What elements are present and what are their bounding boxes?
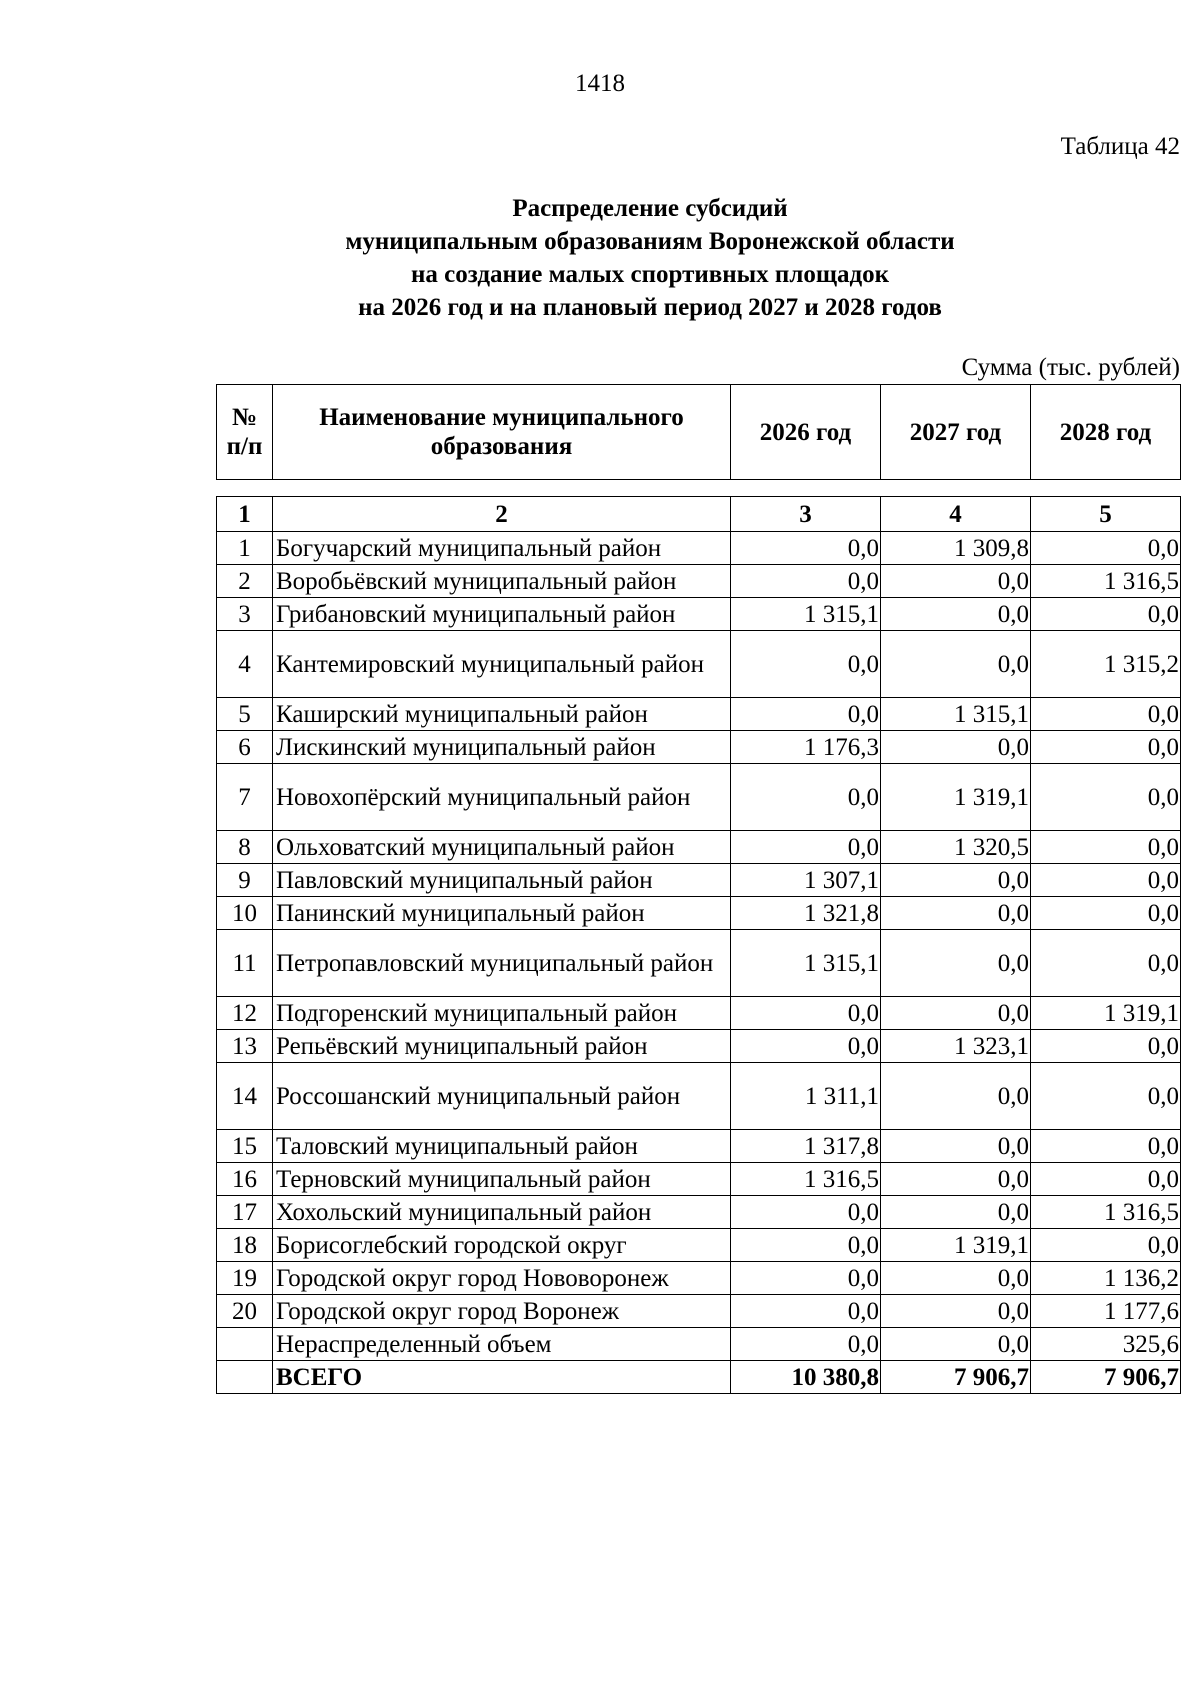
value-2028: 0,0 <box>1031 1030 1181 1063</box>
header-2026: 2026 год <box>731 385 881 480</box>
row-number: 13 <box>217 1030 273 1063</box>
row-name: Таловский муниципальный район <box>273 1130 731 1163</box>
row-name: Городской округ город Воронеж <box>273 1295 731 1328</box>
row-name: Новохопёрский муниципальный район <box>273 764 731 831</box>
value-2026: 1 315,1 <box>731 930 881 997</box>
row-name: Россошанский муниципальный район <box>273 1063 731 1130</box>
value-2028: 1 315,2 <box>1031 631 1181 698</box>
row-number: 19 <box>217 1262 273 1295</box>
value-2027: 0,0 <box>881 864 1031 897</box>
value-2028: 0,0 <box>1031 731 1181 764</box>
value-2027: 0,0 <box>881 1130 1031 1163</box>
value-2028: 0,0 <box>1031 930 1181 997</box>
table-row <box>217 1063 1181 1130</box>
value-2028: 0,0 <box>1031 831 1181 864</box>
value-2028: 0,0 <box>1031 598 1181 631</box>
table-row <box>217 831 1181 864</box>
value-2027: 1 323,1 <box>881 1030 1031 1063</box>
value-2027: 1 309,8 <box>881 532 1031 565</box>
row-number: 16 <box>217 1163 273 1196</box>
value-2027: 0,0 <box>881 1196 1031 1229</box>
value-2026: 1 311,1 <box>731 1063 881 1130</box>
value-2027: 0,0 <box>881 897 1031 930</box>
value-2027: 0,0 <box>881 997 1031 1030</box>
row-name: Репьёвский муниципальный район <box>273 1030 731 1063</box>
header-2028: 2028 год <box>1031 385 1181 480</box>
value-2027: 0,0 <box>881 1063 1031 1130</box>
row-name: Каширский муниципальный район <box>273 698 731 731</box>
value-2028: 0,0 <box>1031 764 1181 831</box>
total-2026: 10 380,8 <box>731 1361 881 1394</box>
value-2027: 0,0 <box>881 1262 1031 1295</box>
column-number: 4 <box>881 497 1031 532</box>
data-table <box>216 496 1181 1394</box>
row-number: 9 <box>217 864 273 897</box>
value-2028: 0,0 <box>1031 1130 1181 1163</box>
value-2027: 1 319,1 <box>881 764 1031 831</box>
value-2027: 1 320,5 <box>881 831 1031 864</box>
row-number: 8 <box>217 831 273 864</box>
header-name-line: образования <box>430 433 573 460</box>
header-number-line: № <box>231 404 258 431</box>
value-2028: 325,6 <box>1031 1328 1181 1361</box>
header-number <box>217 385 273 480</box>
row-number: 6 <box>217 731 273 764</box>
table-row <box>217 1163 1181 1196</box>
value-2028: 1 136,2 <box>1031 1262 1181 1295</box>
row-number: 12 <box>217 997 273 1030</box>
table-label: Таблица 42 <box>1060 133 1180 160</box>
row-number: 11 <box>217 930 273 997</box>
title-line: на 2026 год и на плановый период 2027 и 2028 годов <box>358 294 942 321</box>
value-2027: 1 319,1 <box>881 1229 1031 1262</box>
value-2028: 0,0 <box>1031 1163 1181 1196</box>
title-line: Распределение субсидий <box>512 195 788 222</box>
value-2028: 0,0 <box>1031 1229 1181 1262</box>
value-2026: 1 316,5 <box>731 1163 881 1196</box>
row-number: 14 <box>217 1063 273 1130</box>
page-number: 1418 <box>575 70 625 97</box>
row-number: 20 <box>217 1295 273 1328</box>
row-number: 5 <box>217 698 273 731</box>
document-title <box>150 192 1150 324</box>
value-2028: 1 319,1 <box>1031 997 1181 1030</box>
table-row <box>217 598 1181 631</box>
table-row <box>217 864 1181 897</box>
value-2027: 0,0 <box>881 1295 1031 1328</box>
column-numbers-row <box>217 497 1181 532</box>
total-2027: 7 906,7 <box>881 1361 1031 1394</box>
row-name: Грибановский муниципальный район <box>273 598 731 631</box>
value-2026: 0,0 <box>731 698 881 731</box>
column-number: 2 <box>273 497 731 532</box>
header-number-line: п/п <box>226 433 263 460</box>
value-2027: 0,0 <box>881 930 1031 997</box>
row-name: Богучарский муниципальный район <box>273 532 731 565</box>
value-2027: 1 315,1 <box>881 698 1031 731</box>
value-2028: 0,0 <box>1031 864 1181 897</box>
table-row <box>217 1328 1181 1361</box>
value-2027: 0,0 <box>881 1328 1031 1361</box>
value-2026: 1 315,1 <box>731 598 881 631</box>
table-row <box>217 997 1181 1030</box>
table-row <box>217 764 1181 831</box>
value-2026: 0,0 <box>731 1196 881 1229</box>
row-number: 10 <box>217 897 273 930</box>
value-2026: 1 307,1 <box>731 864 881 897</box>
value-2028: 0,0 <box>1031 532 1181 565</box>
table-row <box>217 698 1181 731</box>
table-row <box>217 565 1181 598</box>
row-name: Хохольский муниципальный район <box>273 1196 731 1229</box>
value-2028: 1 316,5 <box>1031 1196 1181 1229</box>
column-number: 3 <box>731 497 881 532</box>
row-number: 15 <box>217 1130 273 1163</box>
table-header <box>216 384 1181 480</box>
value-2026: 1 317,8 <box>731 1130 881 1163</box>
value-2026: 0,0 <box>731 997 881 1030</box>
column-number: 5 <box>1031 497 1181 532</box>
value-2026: 0,0 <box>731 1030 881 1063</box>
header-name <box>273 385 731 480</box>
value-2028: 0,0 <box>1031 897 1181 930</box>
row-number: 3 <box>217 598 273 631</box>
data-body <box>217 497 1181 1394</box>
units-label: Сумма (тыс. рублей) <box>961 354 1180 381</box>
table-row <box>217 1196 1181 1229</box>
row-name: Лискинский муниципальный район <box>273 731 731 764</box>
header-2027: 2027 год <box>881 385 1031 480</box>
row-number: 17 <box>217 1196 273 1229</box>
row-number: 2 <box>217 565 273 598</box>
row-name: Борисоглебский городской округ <box>273 1229 731 1262</box>
total-2028: 7 906,7 <box>1031 1361 1181 1394</box>
row-number: 18 <box>217 1229 273 1262</box>
title-line: муниципальным образованиям Воронежской области <box>345 228 955 255</box>
row-name: Павловский муниципальный район <box>273 864 731 897</box>
row-name: Петропавловский муниципальный район <box>273 930 731 997</box>
column-number: 1 <box>217 497 273 532</box>
total-row <box>217 1361 1181 1394</box>
value-2026: 0,0 <box>731 1262 881 1295</box>
row-name: Городской округ город Нововоронеж <box>273 1262 731 1295</box>
table-row <box>217 930 1181 997</box>
value-2026: 1 321,8 <box>731 897 881 930</box>
total-number-cell <box>217 1361 273 1394</box>
table-row <box>217 1229 1181 1262</box>
row-name: Ольховатский муниципальный район <box>273 831 731 864</box>
row-name: Нераспределенный объем <box>273 1328 731 1361</box>
value-2027: 0,0 <box>881 598 1031 631</box>
table-row <box>217 1130 1181 1163</box>
value-2027: 0,0 <box>881 565 1031 598</box>
row-name: Кантемировский муниципальный район <box>273 631 731 698</box>
total-label: ВСЕГО <box>273 1361 731 1394</box>
table-row <box>217 897 1181 930</box>
value-2026: 0,0 <box>731 1328 881 1361</box>
header-name-line: Наименование муниципального <box>319 404 684 431</box>
value-2026: 0,0 <box>731 831 881 864</box>
value-2028: 0,0 <box>1031 1063 1181 1130</box>
table-row <box>217 731 1181 764</box>
row-name: Панинский муниципальный район <box>273 897 731 930</box>
value-2028: 0,0 <box>1031 698 1181 731</box>
value-2026: 0,0 <box>731 532 881 565</box>
value-2026: 1 176,3 <box>731 731 881 764</box>
table-row <box>217 631 1181 698</box>
table-row <box>217 1295 1181 1328</box>
value-2027: 0,0 <box>881 1163 1031 1196</box>
value-2026: 0,0 <box>731 764 881 831</box>
title-line: на создание малых спортивных площадок <box>410 261 890 288</box>
value-2026: 0,0 <box>731 631 881 698</box>
value-2027: 0,0 <box>881 731 1031 764</box>
row-number: 4 <box>217 631 273 698</box>
value-2026: 0,0 <box>731 565 881 598</box>
row-number: 1 <box>217 532 273 565</box>
value-2027: 0,0 <box>881 631 1031 698</box>
value-2026: 0,0 <box>731 1229 881 1262</box>
value-2028: 1 316,5 <box>1031 565 1181 598</box>
row-name: Подгоренский муниципальный район <box>273 997 731 1030</box>
row-name: Терновский муниципальный район <box>273 1163 731 1196</box>
table-row <box>217 1262 1181 1295</box>
row-number: 7 <box>217 764 273 831</box>
value-2028: 1 177,6 <box>1031 1295 1181 1328</box>
row-name: Воробьёвский муниципальный район <box>273 565 731 598</box>
row-number <box>217 1328 273 1361</box>
value-2026: 0,0 <box>731 1295 881 1328</box>
table-row <box>217 532 1181 565</box>
table-row <box>217 1030 1181 1063</box>
